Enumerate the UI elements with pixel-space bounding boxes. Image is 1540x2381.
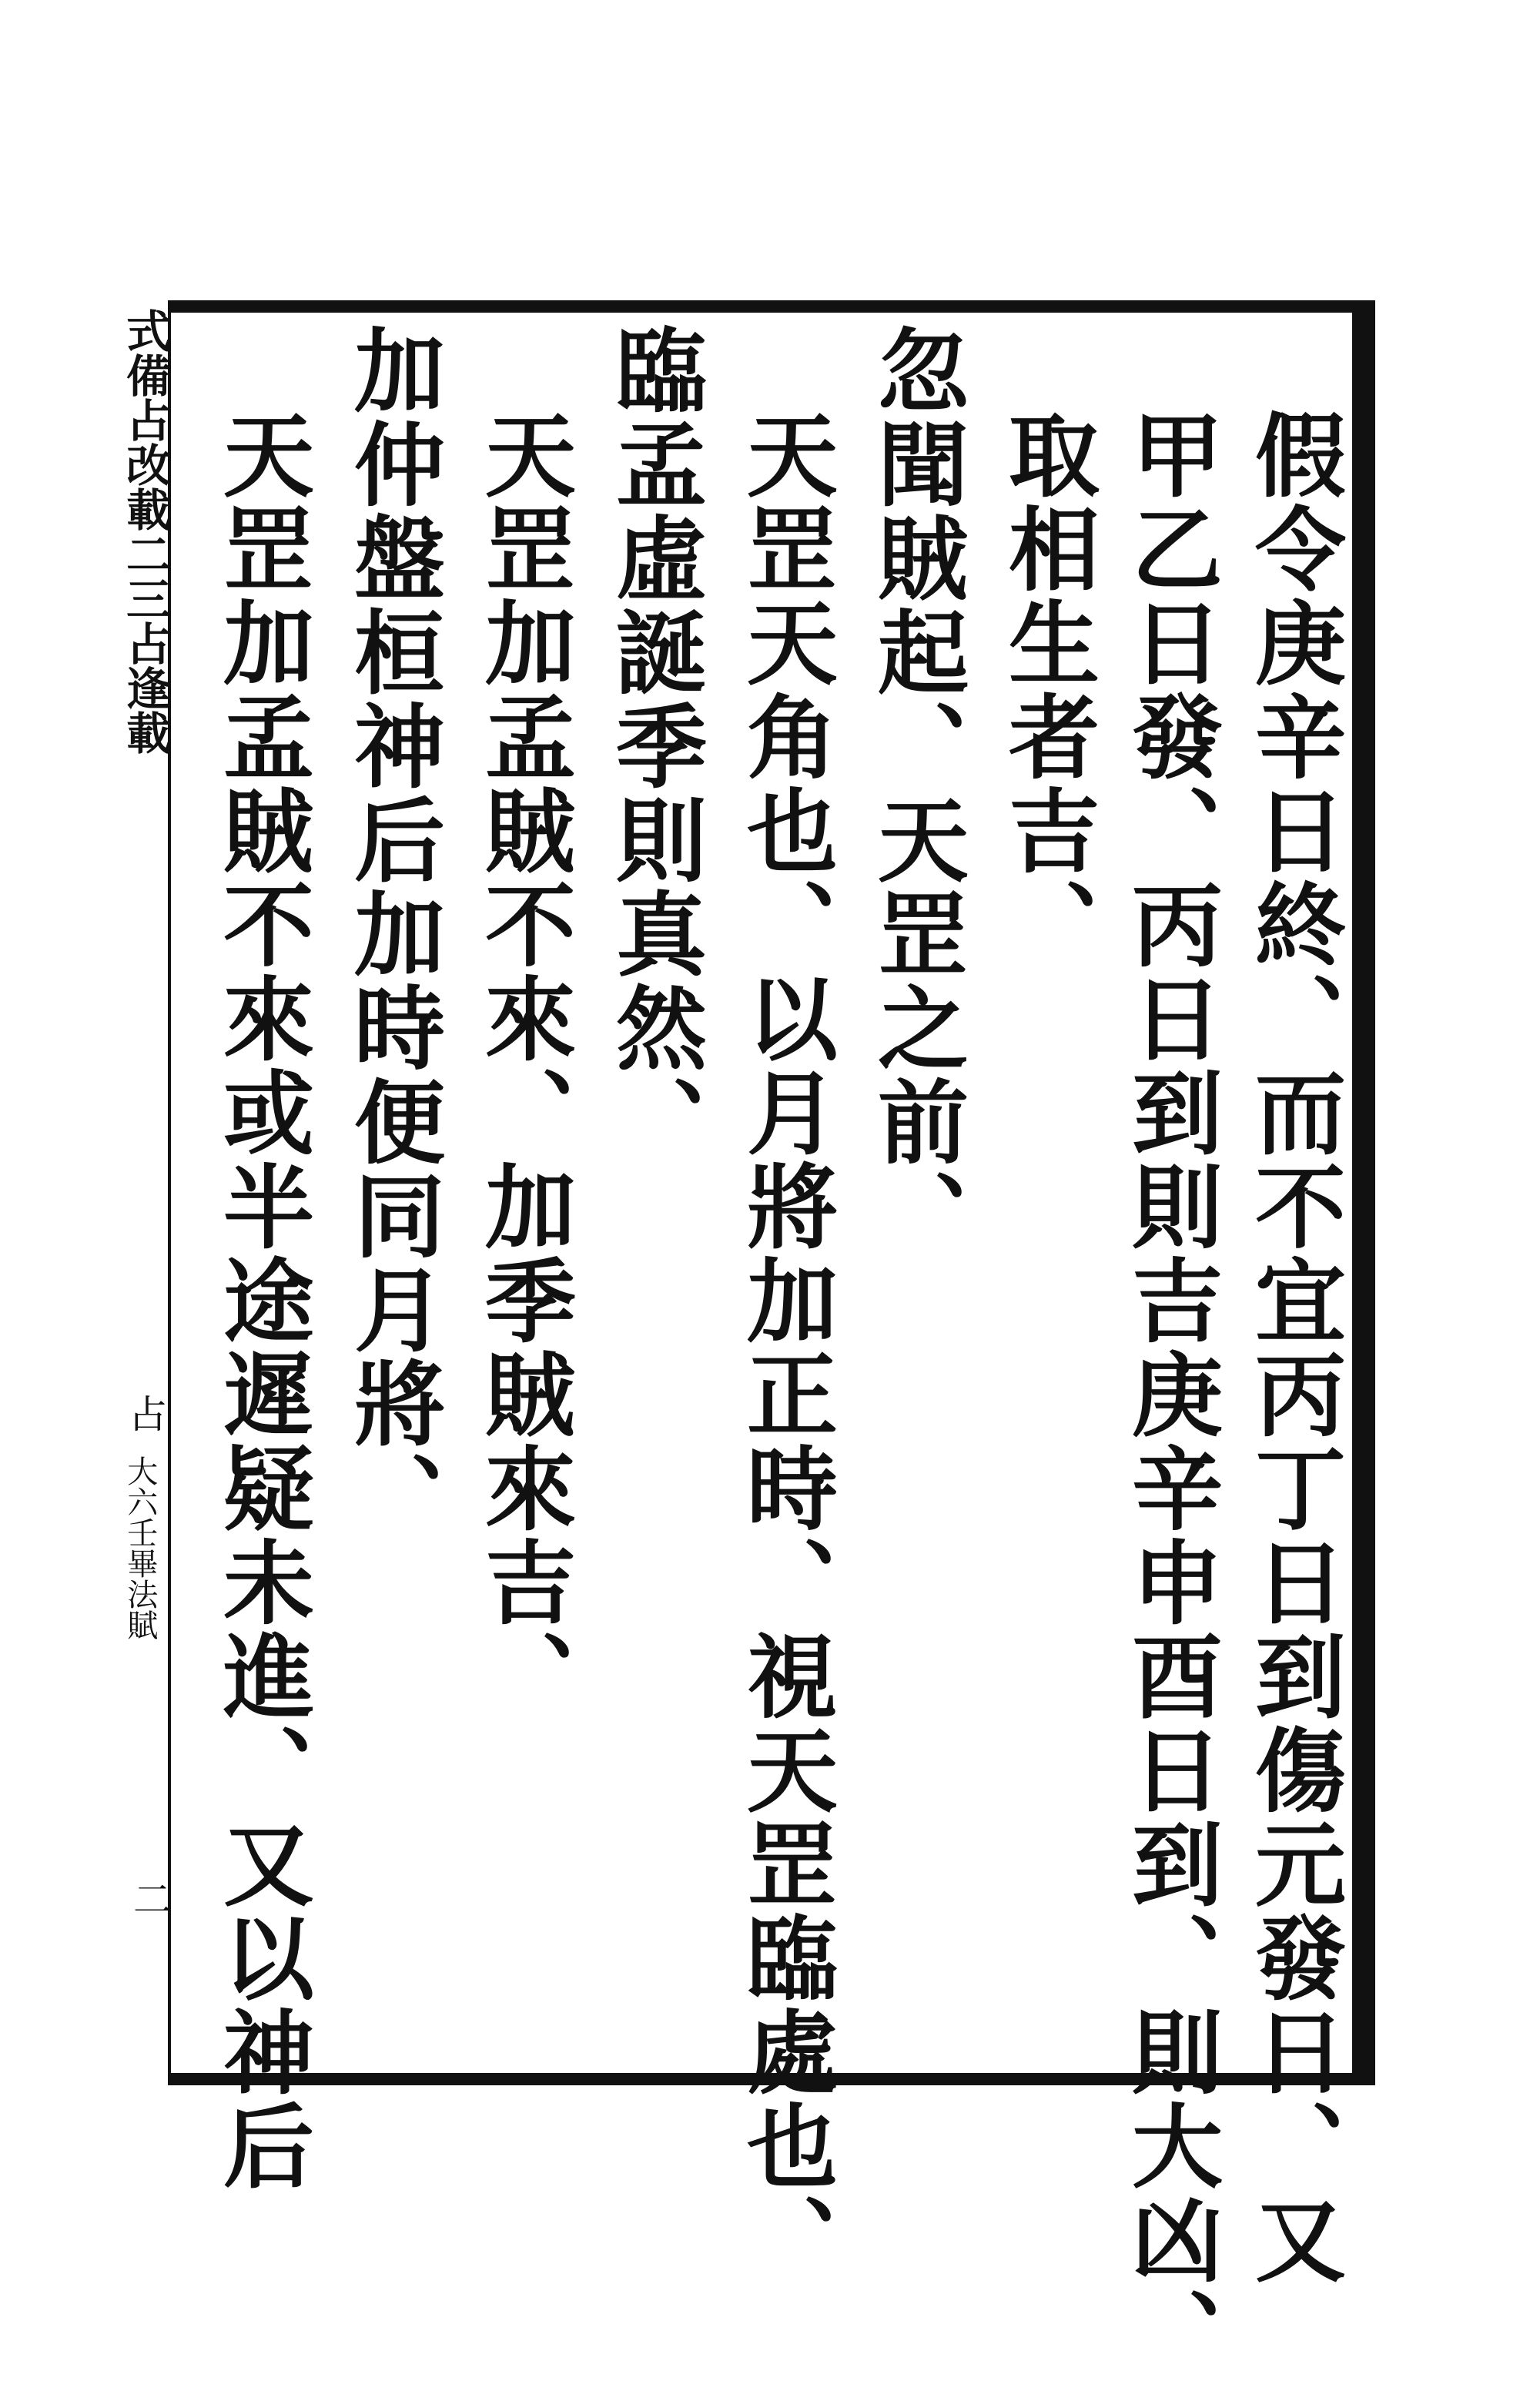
margin-book-title: 式備占改載二三占逢載 xyxy=(119,308,171,755)
page-margin-strip xyxy=(119,300,170,2085)
text-column-6: 臨孟虛誕季則真然、 xyxy=(601,323,708,1169)
margin-chapter-title: 大六壬畢法賦 xyxy=(122,1455,158,1640)
text-column-8: 加仲盤桓神后加時便同月將、 xyxy=(339,323,446,1545)
text-column-4: 忽聞賊起、天罡之前、 xyxy=(862,323,969,1263)
margin-section-label: 占 xyxy=(122,1394,167,1432)
text-column-7: 天罡加孟賊不來、加季賊來吉、 xyxy=(470,408,577,1723)
text-column-9: 天罡加孟賊不來或半途遲疑未進、又以神后 xyxy=(208,408,315,2193)
text-column-1: 假令庚辛日終、而不宜丙丁日到傷元發日、又 xyxy=(1240,408,1347,2287)
margin-page-number: 二 xyxy=(127,1879,172,1917)
text-column-3: 取相生者吉、 xyxy=(993,408,1100,972)
text-column-5: 天罡天角也、以月將加正時、視天罡臨處也、 xyxy=(732,408,839,2287)
text-column-2: 甲乙日發、丙日到則吉庚辛申酉日到、則大凶、 xyxy=(1116,408,1224,2381)
